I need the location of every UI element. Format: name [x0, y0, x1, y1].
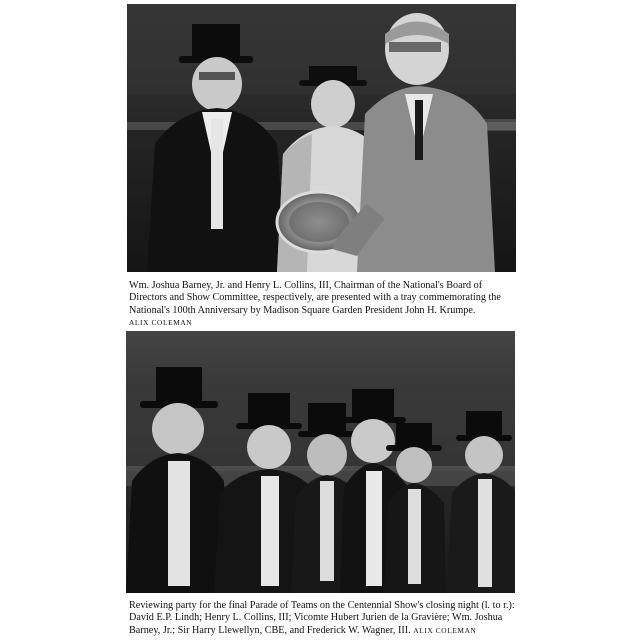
caption-tray-presentation	[129, 280, 517, 330]
tray-presentation-image	[127, 4, 516, 272]
caption-text: Wm. Joshua Barney, Jr. and Henry L. Collins, III, Chairman of the National's Board of Directors and Show Committee, respectively, are presented with a tray commemorating the National's 100th Anniversary by Madison Square Garden President John H. Krumpe.	[129, 280, 501, 316]
photo-reviewing-party	[126, 331, 515, 593]
photo-tray-presentation	[127, 4, 516, 272]
reviewing-party-image	[126, 331, 515, 593]
caption-text: Reviewing party for the final Parade of Teams on the Centennial Show's closing night (l. to r.): David E.P. Lindh; Henry L. Collins, III; Vicomte Hubert Jurien de la Gravière; Wm. Joshua Barney, Jr.; Sir Harry Llewellyn, CBE, and Frederick W. Wagner, III.	[129, 600, 515, 636]
photo-credit: ALIX COLEMAN	[129, 318, 193, 328]
photo-credit: ALIX COLEMAN	[413, 625, 477, 635]
caption-reviewing-party	[129, 600, 517, 637]
